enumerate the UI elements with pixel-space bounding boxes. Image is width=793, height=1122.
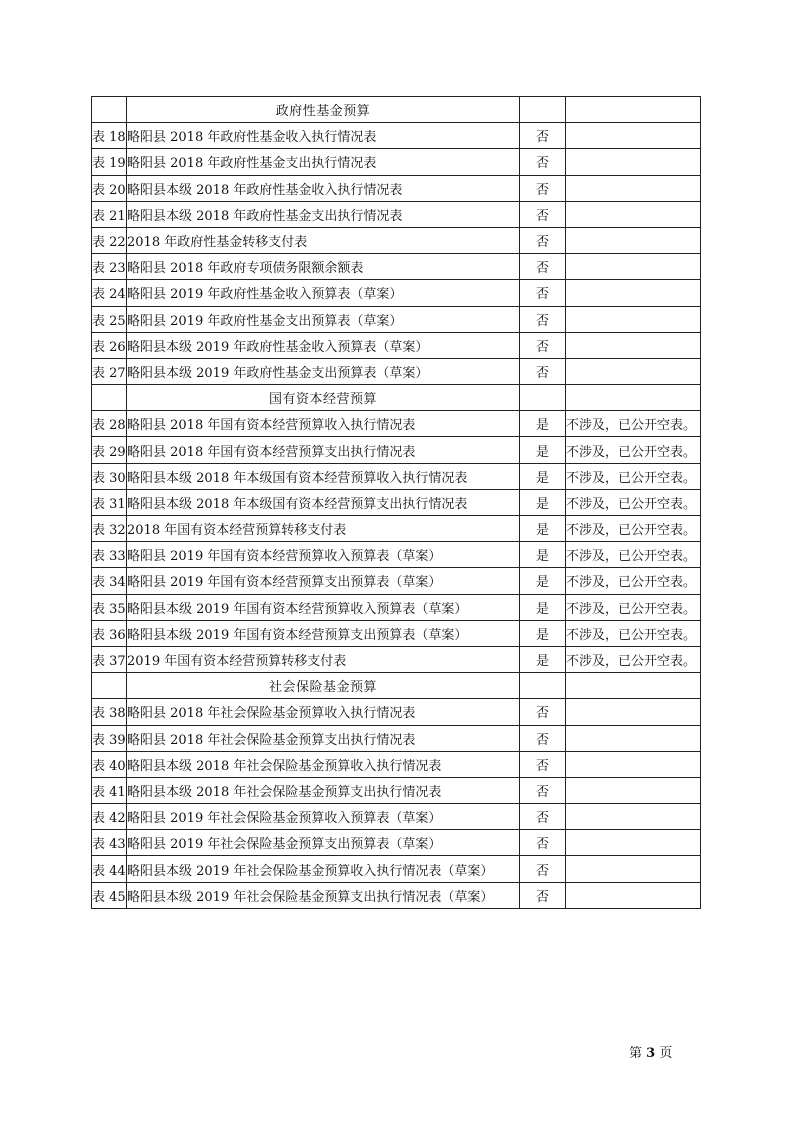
applicable-flag-cell: 否	[520, 751, 566, 777]
section-header-row	[92, 385, 701, 411]
table-name-cell: 略阳县 2018 年国有资本经营预算支出执行情况表	[127, 437, 520, 463]
applicable-flag-cell: 是	[520, 463, 566, 489]
table-row	[92, 306, 701, 332]
page-footer	[629, 1042, 672, 1061]
table-number-cell: 表 22	[92, 227, 127, 253]
table-number-cell: 表 36	[92, 620, 127, 646]
table-number-cell: 表 41	[92, 777, 127, 803]
table-number-cell: 表 38	[92, 699, 127, 725]
table-number-cell: 表 18	[92, 123, 127, 149]
applicable-flag-cell: 否	[520, 699, 566, 725]
note-cell	[566, 149, 701, 175]
table-name-cell: 略阳县本级 2018 年本级国有资本经营预算支出执行情况表	[127, 489, 520, 515]
table-number-cell: 表 21	[92, 201, 127, 227]
note-cell: 不涉及，已公开空表。	[566, 542, 701, 568]
note-cell: 不涉及，已公开空表。	[566, 463, 701, 489]
budget-table-list	[91, 96, 701, 909]
applicable-flag-cell: 是	[520, 516, 566, 542]
table-row	[92, 751, 701, 777]
applicable-flag-cell: 否	[520, 725, 566, 751]
table-number-cell: 表 33	[92, 542, 127, 568]
table-number-cell: 表 26	[92, 332, 127, 358]
table-name-cell: 2019 年国有资本经营预算转移支付表	[127, 646, 520, 672]
applicable-flag-cell: 否	[520, 358, 566, 384]
table-row	[92, 777, 701, 803]
applicable-flag-cell: 否	[520, 830, 566, 856]
table-number-cell: 表 28	[92, 411, 127, 437]
note-cell	[566, 856, 701, 882]
note-cell	[566, 332, 701, 358]
table-row	[92, 568, 701, 594]
note-cell: 不涉及，已公开空表。	[566, 594, 701, 620]
section-title: 政府性基金预算	[127, 97, 520, 123]
applicable-flag-cell: 否	[520, 201, 566, 227]
table-number-cell: 表 29	[92, 437, 127, 463]
table-name-cell: 略阳县 2019 年国有资本经营预算收入预算表（草案）	[127, 542, 520, 568]
table-row	[92, 437, 701, 463]
table-row	[92, 463, 701, 489]
applicable-flag-cell: 否	[520, 882, 566, 908]
applicable-flag-cell: 是	[520, 411, 566, 437]
applicable-flag-cell: 否	[520, 123, 566, 149]
applicable-flag-cell: 是	[520, 489, 566, 515]
table-number-cell: 表 31	[92, 489, 127, 515]
empty-cell	[566, 673, 701, 699]
table-name-cell: 略阳县 2018 年社会保险基金预算支出执行情况表	[127, 725, 520, 751]
table-body	[92, 97, 701, 909]
table-name-cell: 略阳县本级 2019 年国有资本经营预算支出预算表（草案）	[127, 620, 520, 646]
table-number-cell: 表 40	[92, 751, 127, 777]
applicable-flag-cell: 是	[520, 620, 566, 646]
table-name-cell: 略阳县本级 2019 年政府性基金支出预算表（草案）	[127, 358, 520, 384]
applicable-flag-cell: 是	[520, 594, 566, 620]
applicable-flag-cell: 否	[520, 777, 566, 803]
applicable-flag-cell: 否	[520, 306, 566, 332]
table-name-cell: 略阳县本级 2019 年社会保险基金预算支出执行情况表（草案）	[127, 882, 520, 908]
applicable-flag-cell: 是	[520, 568, 566, 594]
footer-suffix: 页	[659, 1046, 673, 1061]
table-name-cell: 略阳县本级 2018 年社会保险基金预算收入执行情况表	[127, 751, 520, 777]
note-cell	[566, 804, 701, 830]
table-number-cell: 表 43	[92, 830, 127, 856]
note-cell	[566, 175, 701, 201]
note-cell: 不涉及，已公开空表。	[566, 489, 701, 515]
table-row	[92, 699, 701, 725]
table-number-cell: 表 35	[92, 594, 127, 620]
table-row	[92, 594, 701, 620]
applicable-flag-cell: 否	[520, 804, 566, 830]
table-row	[92, 646, 701, 672]
empty-cell	[566, 97, 701, 123]
table-row	[92, 149, 701, 175]
note-cell	[566, 751, 701, 777]
applicable-flag-cell: 否	[520, 254, 566, 280]
applicable-flag-cell: 是	[520, 646, 566, 672]
table-number-cell: 表 20	[92, 175, 127, 201]
table-row	[92, 227, 701, 253]
table-name-cell: 2018 年国有资本经营预算转移支付表	[127, 516, 520, 542]
table-name-cell: 略阳县本级 2018 年政府性基金支出执行情况表	[127, 201, 520, 227]
table-row	[92, 830, 701, 856]
empty-cell	[92, 673, 127, 699]
table-number-cell: 表 32	[92, 516, 127, 542]
note-cell	[566, 123, 701, 149]
table-name-cell: 略阳县本级 2019 年政府性基金收入预算表（草案）	[127, 332, 520, 358]
note-cell	[566, 227, 701, 253]
section-title: 社会保险基金预算	[127, 673, 520, 699]
table-row	[92, 280, 701, 306]
table-number-cell: 表 34	[92, 568, 127, 594]
table-name-cell: 略阳县 2018 年政府性基金支出执行情况表	[127, 149, 520, 175]
table-name-cell: 略阳县本级 2018 年本级国有资本经营预算收入执行情况表	[127, 463, 520, 489]
empty-cell	[566, 385, 701, 411]
note-cell	[566, 306, 701, 332]
note-cell	[566, 280, 701, 306]
table-row	[92, 804, 701, 830]
footer-prefix: 第	[629, 1046, 643, 1061]
table-number-cell: 表 23	[92, 254, 127, 280]
note-cell	[566, 882, 701, 908]
table-name-cell: 略阳县 2018 年社会保险基金预算收入执行情况表	[127, 699, 520, 725]
note-cell: 不涉及，已公开空表。	[566, 646, 701, 672]
page-number: 3	[646, 1046, 656, 1061]
table-name-cell: 略阳县 2018 年政府性基金收入执行情况表	[127, 123, 520, 149]
table-name-cell: 略阳县 2019 年政府性基金收入预算表（草案）	[127, 280, 520, 306]
note-cell: 不涉及，已公开空表。	[566, 437, 701, 463]
applicable-flag-cell: 否	[520, 175, 566, 201]
table-name-cell: 略阳县 2018 年国有资本经营预算收入执行情况表	[127, 411, 520, 437]
empty-cell	[520, 385, 566, 411]
table-name-cell: 略阳县 2019 年社会保险基金预算支出预算表（草案）	[127, 830, 520, 856]
table-row	[92, 882, 701, 908]
table-name-cell: 略阳县本级 2019 年社会保险基金预算收入执行情况表（草案）	[127, 856, 520, 882]
table-number-cell: 表 27	[92, 358, 127, 384]
empty-cell	[520, 673, 566, 699]
note-cell	[566, 358, 701, 384]
table-name-cell: 2018 年政府性基金转移支付表	[127, 227, 520, 253]
applicable-flag-cell: 否	[520, 227, 566, 253]
table-name-cell: 略阳县本级 2018 年社会保险基金预算支出执行情况表	[127, 777, 520, 803]
applicable-flag-cell: 否	[520, 332, 566, 358]
table-name-cell: 略阳县本级 2019 年国有资本经营预算收入预算表（草案）	[127, 594, 520, 620]
table-row	[92, 542, 701, 568]
section-header-row	[92, 673, 701, 699]
note-cell	[566, 699, 701, 725]
table-row	[92, 175, 701, 201]
empty-cell	[92, 97, 127, 123]
applicable-flag-cell: 是	[520, 542, 566, 568]
table-number-cell: 表 24	[92, 280, 127, 306]
table-number-cell: 表 30	[92, 463, 127, 489]
applicable-flag-cell: 否	[520, 280, 566, 306]
table-number-cell: 表 25	[92, 306, 127, 332]
table-name-cell: 略阳县本级 2018 年政府性基金收入执行情况表	[127, 175, 520, 201]
table-row	[92, 201, 701, 227]
table-name-cell: 略阳县 2019 年国有资本经营预算支出预算表（草案）	[127, 568, 520, 594]
table-name-cell: 略阳县 2019 年政府性基金支出预算表（草案）	[127, 306, 520, 332]
table-number-cell: 表 19	[92, 149, 127, 175]
note-cell: 不涉及，已公开空表。	[566, 516, 701, 542]
table-row	[92, 725, 701, 751]
table-name-cell: 略阳县 2018 年政府专项债务限额余额表	[127, 254, 520, 280]
note-cell: 不涉及，已公开空表。	[566, 411, 701, 437]
table-number-cell: 表 37	[92, 646, 127, 672]
table-row	[92, 856, 701, 882]
table-row	[92, 620, 701, 646]
applicable-flag-cell: 否	[520, 856, 566, 882]
table-number-cell: 表 39	[92, 725, 127, 751]
table-number-cell: 表 45	[92, 882, 127, 908]
table-row	[92, 411, 701, 437]
empty-cell	[92, 385, 127, 411]
note-cell	[566, 725, 701, 751]
table-row	[92, 516, 701, 542]
note-cell: 不涉及，已公开空表。	[566, 620, 701, 646]
table-number-cell: 表 42	[92, 804, 127, 830]
note-cell	[566, 830, 701, 856]
note-cell	[566, 777, 701, 803]
table-name-cell: 略阳县 2019 年社会保险基金预算收入预算表（草案）	[127, 804, 520, 830]
note-cell: 不涉及，已公开空表。	[566, 568, 701, 594]
empty-cell	[520, 97, 566, 123]
section-title: 国有资本经营预算	[127, 385, 520, 411]
note-cell	[566, 254, 701, 280]
section-header-row	[92, 97, 701, 123]
table-row	[92, 332, 701, 358]
table-row	[92, 254, 701, 280]
note-cell	[566, 201, 701, 227]
table-row	[92, 123, 701, 149]
applicable-flag-cell: 否	[520, 149, 566, 175]
applicable-flag-cell: 是	[520, 437, 566, 463]
table-row	[92, 489, 701, 515]
table-row	[92, 358, 701, 384]
table-number-cell: 表 44	[92, 856, 127, 882]
